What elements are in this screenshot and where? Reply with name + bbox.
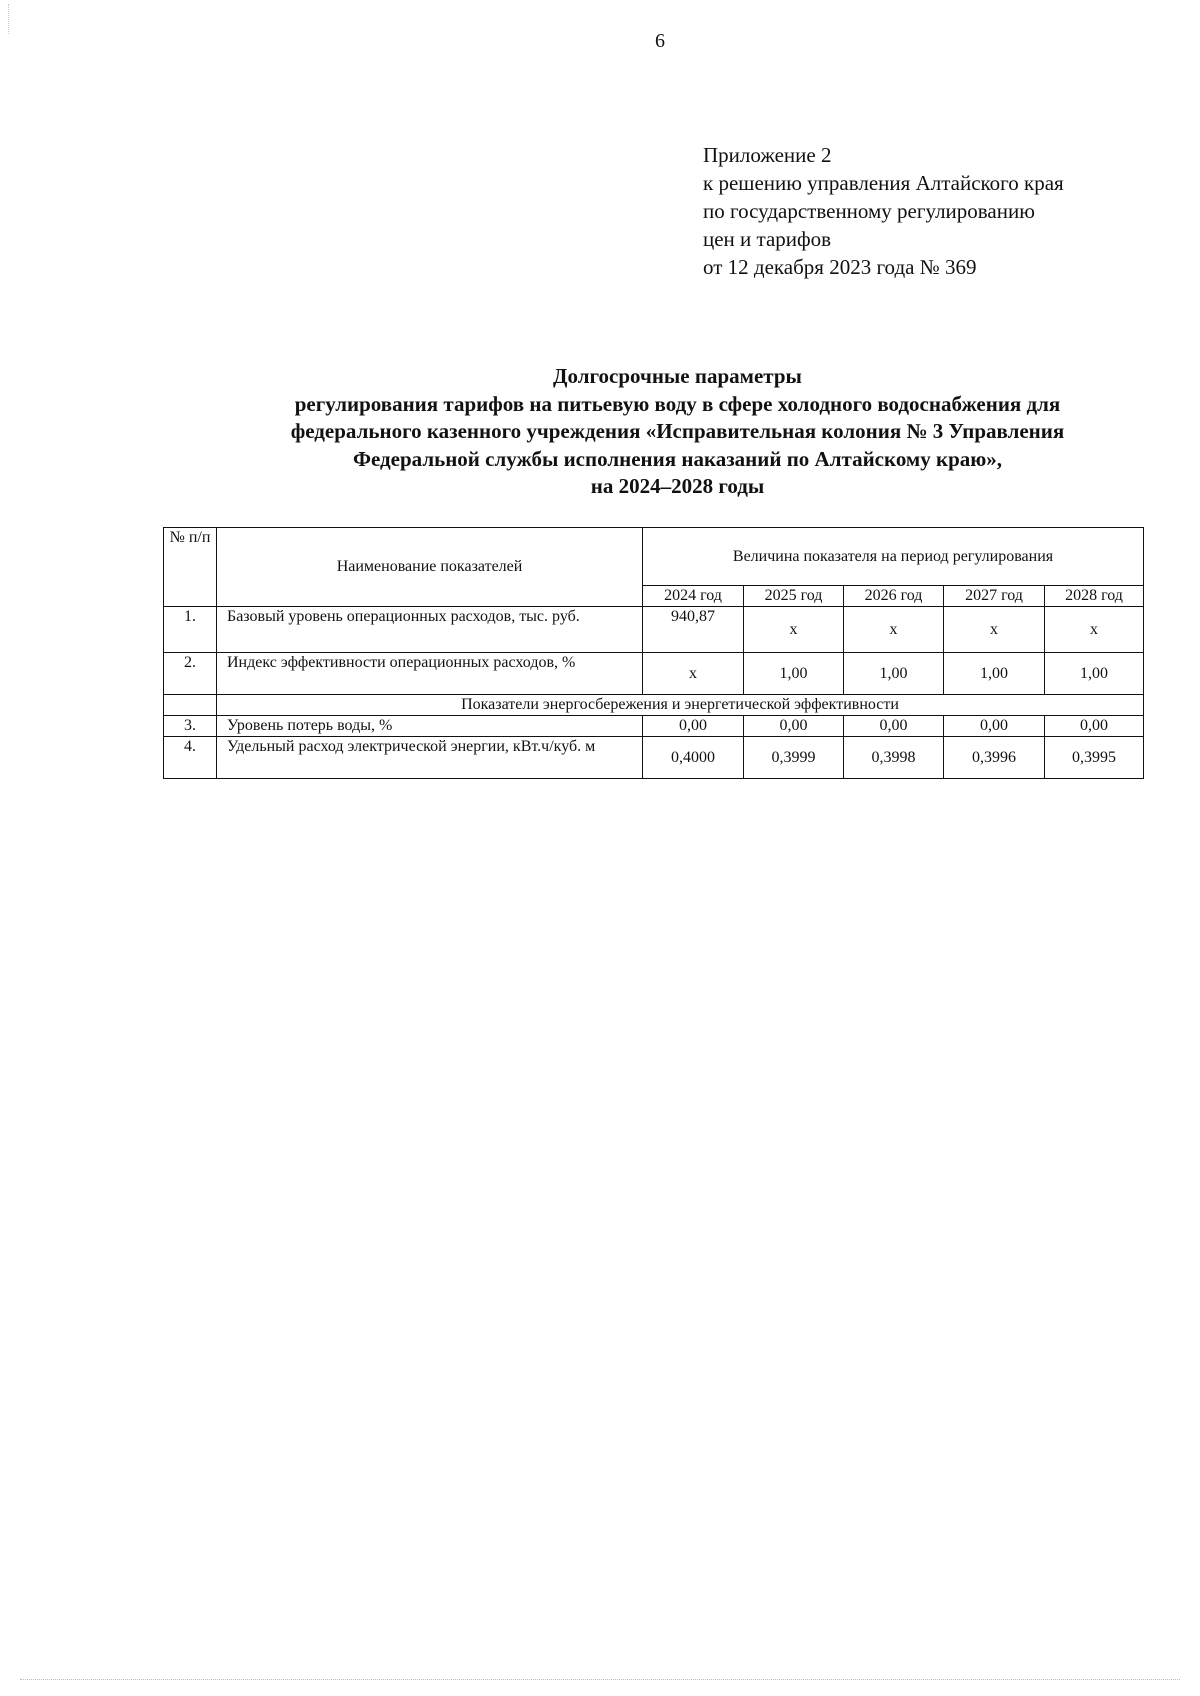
row-value: 1,00 (944, 653, 1045, 695)
row-value: x (1045, 607, 1144, 653)
appendix-line: Приложение 2 (703, 143, 832, 167)
parameters-table (163, 527, 1144, 779)
header-year: 2027 год (944, 586, 1045, 607)
scan-bottom-edge (20, 1679, 1180, 1680)
row-num: 4. (164, 737, 217, 779)
title-line: федерального казенного учреждения «Исправительная колония № 3 Управления (290, 419, 1065, 443)
title-line: Федеральной службы исполнения наказаний по Алтайскому краю», (352, 446, 1003, 471)
row-value: 0,4000 (643, 737, 744, 779)
row-value: 0,00 (944, 716, 1045, 737)
header-name: Наименование показателей (217, 528, 643, 607)
table-row (164, 716, 1144, 737)
row-value: 0,00 (844, 716, 944, 737)
header-year: 2024 год (643, 586, 744, 607)
section-row (164, 695, 1144, 716)
row-value: 940,87 (643, 607, 744, 653)
page-number: 6 (655, 30, 665, 52)
row-num: 2. (164, 653, 217, 695)
title-line: Долгосрочные параметры (553, 364, 802, 388)
row-num: 3. (164, 716, 217, 737)
row-name: Индекс эффективности операционных расходов, % (217, 653, 643, 695)
row-value: 0,3999 (744, 737, 844, 779)
row-name: Базовый уровень операционных расходов, тыс. руб. (217, 607, 643, 653)
row-value: 1,00 (744, 653, 844, 695)
header-value-group: Величина показателя на период регулирования (643, 528, 1144, 586)
row-value: 0,3996 (944, 737, 1045, 779)
header-year: 2028 год (1045, 586, 1144, 607)
row-name: Удельный расход электрической энергии, кВт.ч/куб. м (217, 737, 643, 779)
section-label: Показатели энергосбережения и энергетической эффективности (217, 695, 1144, 716)
section-num-cell (164, 695, 217, 716)
title-line: на 2024–2028 годы (590, 474, 765, 498)
row-value: 0,3998 (844, 737, 944, 779)
table-row (164, 737, 1144, 779)
appendix-line: по государственному регулированию (703, 199, 1035, 223)
row-value: 1,00 (844, 653, 944, 695)
appendix-line: цен и тарифов (703, 227, 832, 251)
appendix-block (703, 141, 1173, 281)
row-name: Уровень потерь воды, % (217, 716, 643, 737)
row-value: 0,00 (643, 716, 744, 737)
row-value: x (944, 607, 1045, 653)
header-year: 2026 год (844, 586, 944, 607)
table-row (164, 653, 1144, 695)
table-row (164, 607, 1144, 653)
header-num: № п/п (164, 528, 217, 607)
title-line: регулирования тарифов на питьевую воду в сфере холодного водоснабжения для (294, 391, 1061, 416)
appendix-line: от 12 декабря 2023 года № 369 (703, 255, 977, 279)
row-value: 0,00 (744, 716, 844, 737)
row-value: 0,3995 (1045, 737, 1144, 779)
appendix-line: к решению управления Алтайского края (703, 171, 1064, 195)
document-title (200, 363, 1155, 501)
row-value: 1,00 (1045, 653, 1144, 695)
header-row (164, 528, 1144, 586)
row-value: x (844, 607, 944, 653)
header-year: 2025 год (744, 586, 844, 607)
row-value: 0,00 (1045, 716, 1144, 737)
row-value: x (643, 653, 744, 695)
row-num: 1. (164, 607, 217, 653)
row-value: x (744, 607, 844, 653)
